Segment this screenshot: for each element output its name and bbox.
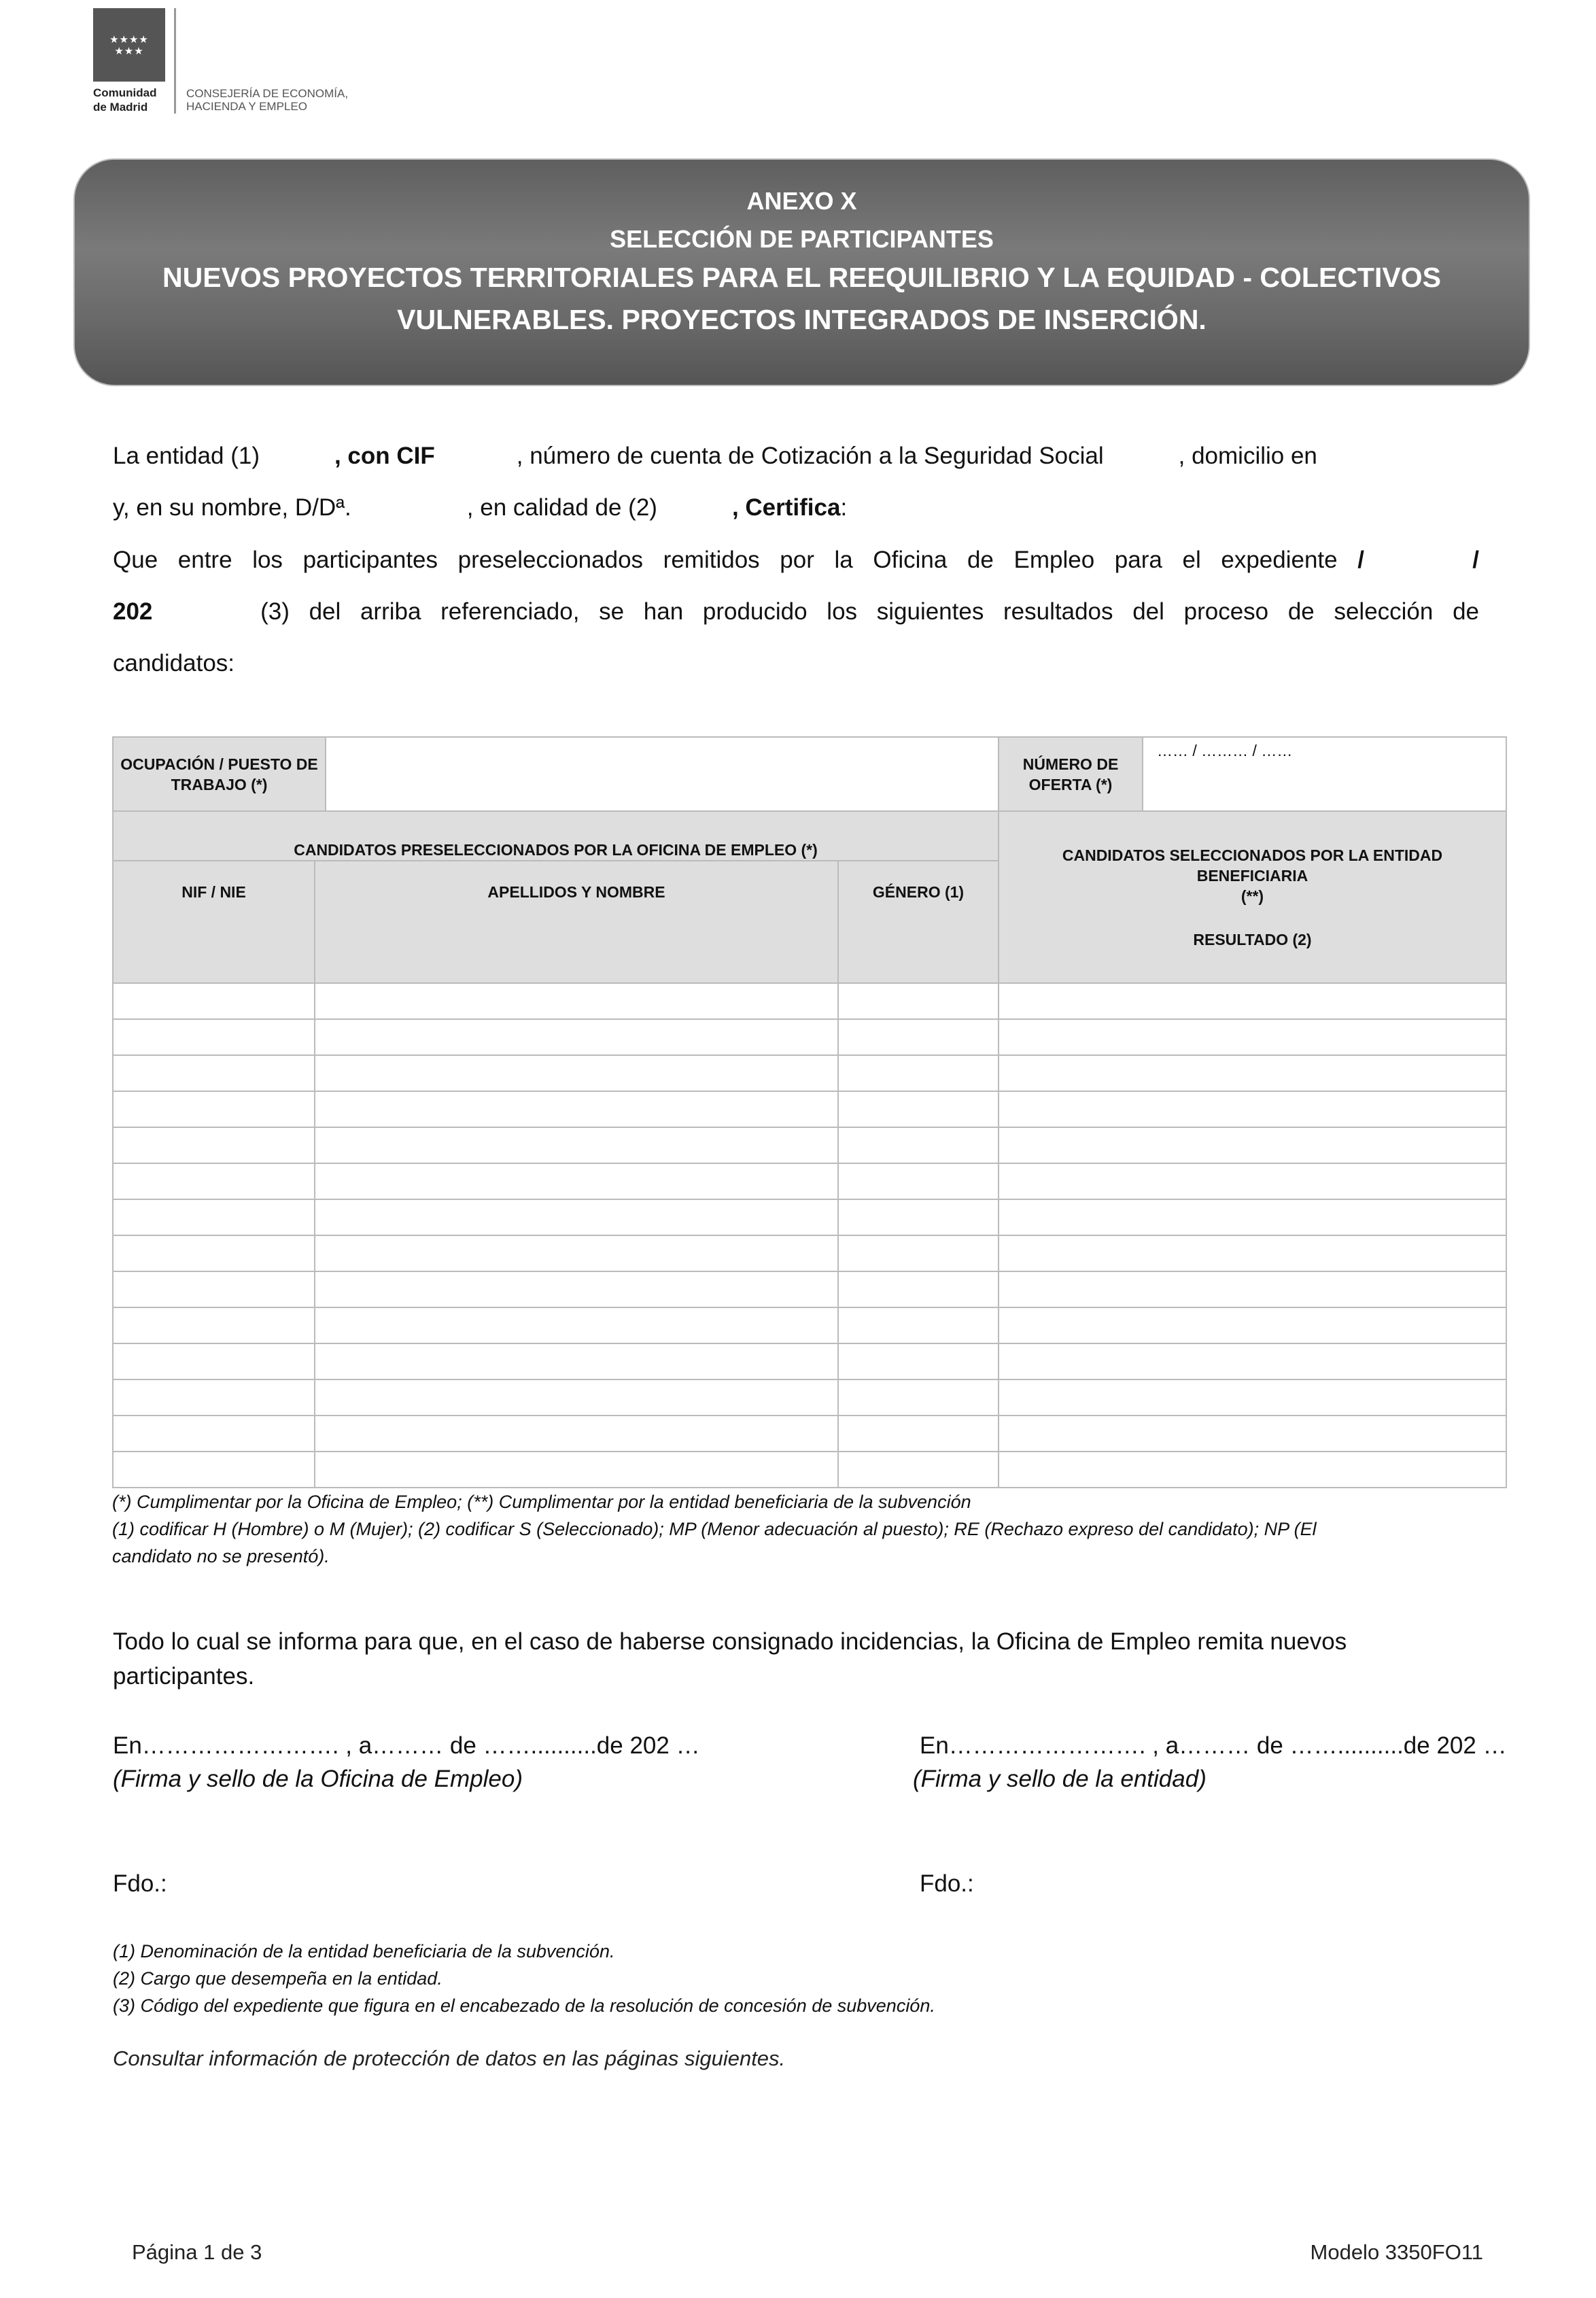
sign-left: (Firma y sello de la Oficina de Empleo) [113,1766,523,1792]
cell-nombre[interactable] [315,1343,838,1379]
cell-genero[interactable] [838,1127,999,1163]
body-line-4 [113,599,1479,625]
privacy-note: Consultar información de protección de datos en las páginas siguientes. [113,2046,786,2070]
cell-nombre[interactable] [315,1019,838,1055]
org-line1: Comunidad [93,86,157,99]
word: referenciado, [440,598,580,625]
cell-genero[interactable] [838,983,999,1019]
word: Oficina [873,547,948,573]
cell-nombre[interactable] [315,1379,838,1416]
cell-nombre[interactable] [315,983,838,1019]
word: Empleo [1013,547,1095,573]
title-banner [73,158,1530,386]
table-row [113,1091,1506,1127]
note-2: (2) Cargo que desempeña en la entidad. [113,1968,443,1989]
word: los [252,547,283,573]
cell-resultado[interactable] [999,1019,1506,1055]
slash: / [1472,547,1479,573]
cell-resultado[interactable] [999,1055,1506,1091]
cell-resultado[interactable] [999,983,1506,1019]
model-number: Modelo 3350FO11 [1310,2240,1483,2264]
dept-line1: CONSEJERÍA DE ECONOMÍA, [186,87,349,100]
word: resultados [1003,598,1113,625]
cell-resultado[interactable] [999,1199,1506,1235]
dept-line2: HACIENDA Y EMPLEO [186,100,307,113]
word: del [309,598,341,625]
word: se [599,598,625,625]
seleccionados-title: CANDIDATOS SELECCIONADOS POR LA ENTIDAD BENEFICIARIA [1062,846,1443,885]
cell-genero[interactable] [838,1199,999,1235]
cell-nif[interactable] [113,1019,315,1055]
body-line-3 [113,547,1479,573]
cell-nombre[interactable] [315,1271,838,1307]
table-row [113,1163,1506,1199]
table-row [113,1343,1506,1379]
word: Que [113,547,158,573]
word: (3) [260,598,290,625]
cell-nombre[interactable] [315,1452,838,1488]
cell-nombre[interactable] [315,1127,838,1163]
participants-table [112,736,1507,1488]
word: los [827,598,858,625]
word: la [834,547,853,573]
cell-nif[interactable] [113,1055,315,1091]
table-row [113,1235,1506,1271]
numero-oferta-label: NÚMERO DE OFERTA (*) [999,737,1143,811]
cell-resultado[interactable] [999,1271,1506,1307]
note-1: (1) Denominación de la entidad beneficiaria de la subvención. [113,1941,615,1961]
cell-nif[interactable] [113,1416,315,1452]
cell-nif[interactable] [113,1343,315,1379]
word: el [1182,547,1201,573]
text: : [840,494,848,521]
table-row [113,1416,1506,1452]
cell-nombre[interactable] [315,1416,838,1452]
footnote-1: (*) Cumplimentar por la Oficina de Empleo; (**) Cumplimentar por la entidad beneficiaria de la subvención [112,1492,971,1512]
note-3: (3) Código del expediente que figura en el encabezado de la resolución de concesión de subvención. [113,1995,935,2016]
cell-nif[interactable] [113,1271,315,1307]
cell-nombre[interactable] [315,1235,838,1271]
cell-nif[interactable] [113,1199,315,1235]
cell-nif[interactable] [113,1127,315,1163]
annex-subtitle: SELECCIÓN DE PARTICIPANTES [610,225,994,253]
program-title-line1: NUEVOS PROYECTOS TERRITORIALES PARA EL REEQUILIBRIO Y LA EQUIDAD - COLECTIVOS [162,262,1441,293]
closing-line-1: Todo lo cual se informa para que, en el caso de haberse consignado incidencias, la Oficina de Empleo remita nuevos [113,1628,1347,1655]
stars-icon: ★★★★ ★★★ [109,34,149,57]
ocupacion-field[interactable] [326,737,999,811]
cell-nombre[interactable] [315,1055,838,1091]
footnote-2: (1) codificar H (Hombre) o M (Mujer); (2) codificar S (Seleccionado); MP (Menor adecuación al puesto); RE (Rechazo expreso del candidato); NP (El [112,1519,1317,1539]
cell-genero[interactable] [838,1163,999,1199]
cell-genero[interactable] [838,1307,999,1343]
word: siguientes [876,598,984,625]
cell-genero[interactable] [838,1091,999,1127]
page-number: Página 1 de 3 [132,2240,262,2264]
col-nif-header: NIF / NIE [113,861,315,983]
date-right: En……………………. , a……… de ……..........de 202 … [920,1732,1507,1759]
word: participantes [302,547,438,573]
table-row [113,1307,1506,1343]
text: , en calidad de (2) [466,494,657,521]
table-row [113,983,1506,1019]
cell-resultado[interactable] [999,1379,1506,1416]
text: , número de cuenta de Cotización a la Seguridad Social [516,443,1104,469]
text: , con CIF [334,443,435,469]
cell-resultado[interactable] [999,1343,1506,1379]
annex-title: ANEXO X [746,187,857,215]
body-line-5: candidatos: [113,650,235,676]
table-section [112,736,1506,1570]
cell-genero[interactable] [838,1379,999,1416]
word: de [1287,598,1315,625]
word: del [1132,598,1164,625]
cell-resultado[interactable] [999,1163,1506,1199]
cell-genero[interactable] [838,1271,999,1307]
slash: / [1357,547,1364,573]
footnote-3: candidato no se presentó). [112,1546,330,1566]
text: La entidad (1) [113,443,260,469]
cell-nombre[interactable] [315,1199,838,1235]
cell-genero[interactable] [838,1055,999,1091]
cell-genero[interactable] [838,1343,999,1379]
word: producido [702,598,808,625]
cell-nif[interactable] [113,1163,315,1199]
cell-nif[interactable] [113,1379,315,1416]
numero-oferta-field[interactable]: …… / ……… / …… [1143,737,1506,811]
cell-nombre[interactable] [315,1307,838,1343]
certifica-label: , Certifica [731,494,841,521]
date-left: En……………………. , a……… de ……..........de 202 … [113,1732,700,1759]
cell-resultado[interactable] [999,1416,1506,1452]
logo-divider [174,8,176,114]
logo-org-name [93,86,157,114]
fdo-left: Fdo.: [113,1870,167,1897]
logo-emblem [93,8,165,82]
cell-genero[interactable] [838,1416,999,1452]
org-line2: de Madrid [93,101,148,114]
logo-department [186,87,348,113]
body-line-1 [113,443,1479,469]
cell-nif[interactable] [113,1452,315,1488]
word: expediente [1221,547,1338,573]
cell-genero[interactable] [838,1235,999,1271]
cell-nif[interactable] [113,1091,315,1127]
cell-genero[interactable] [838,1452,999,1488]
table-row [113,1127,1506,1163]
program-title-line2: VULNERABLES. PROYECTOS INTEGRADOS DE INSERCIÓN. [397,304,1207,335]
seleccionados-mark: (**) [1241,887,1264,905]
table-row [113,1019,1506,1055]
table-row [113,1055,1506,1091]
cell-nif[interactable] [113,983,315,1019]
cell-nombre[interactable] [315,1163,838,1199]
word: remitidos [663,547,760,573]
word: selección [1334,598,1434,625]
word: para [1114,547,1162,573]
cell-genero[interactable] [838,1019,999,1055]
table-row [113,1379,1506,1416]
table-row [113,1199,1506,1235]
word: entre [177,547,232,573]
text: y, en su nombre, D/Dª. [113,494,351,521]
seleccionados-header [999,811,1506,983]
preseleccionados-header: CANDIDATOS PRESELECCIONADOS POR LA OFICINA DE EMPLEO (*) [113,811,999,861]
word: han [643,598,684,625]
closing-line-2: participantes. [113,1663,255,1690]
body-line-2 [113,495,1479,521]
cell-resultado[interactable] [999,1235,1506,1271]
word: preseleccionados [457,547,644,573]
table-row [113,1271,1506,1307]
ocupacion-label: OCUPACIÓN / PUESTO DE TRABAJO (*) [113,737,326,811]
year-prefix: 202 [113,598,153,625]
cell-resultado[interactable] [999,1452,1506,1488]
word: proceso [1183,598,1269,625]
table-row [113,1452,1506,1488]
cell-resultado[interactable] [999,1091,1506,1127]
word: de [1453,598,1479,625]
cell-nif[interactable] [113,1235,315,1271]
word: de [967,547,994,573]
cell-resultado[interactable] [999,1127,1506,1163]
cell-nombre[interactable] [315,1091,838,1127]
cell-resultado[interactable] [999,1307,1506,1343]
cell-nif[interactable] [113,1307,315,1343]
col-nombre-header: APELLIDOS Y NOMBRE [315,861,838,983]
col-genero-header: GÉNERO (1) [838,861,999,983]
word: por [780,547,814,573]
resultado-label: RESULTADO (2) [1193,930,1312,948]
word: arriba [360,598,421,625]
sign-right: (Firma y sello de la entidad) [913,1766,1207,1792]
text: , domicilio en [1178,443,1317,469]
fdo-right: Fdo.: [920,1870,974,1897]
